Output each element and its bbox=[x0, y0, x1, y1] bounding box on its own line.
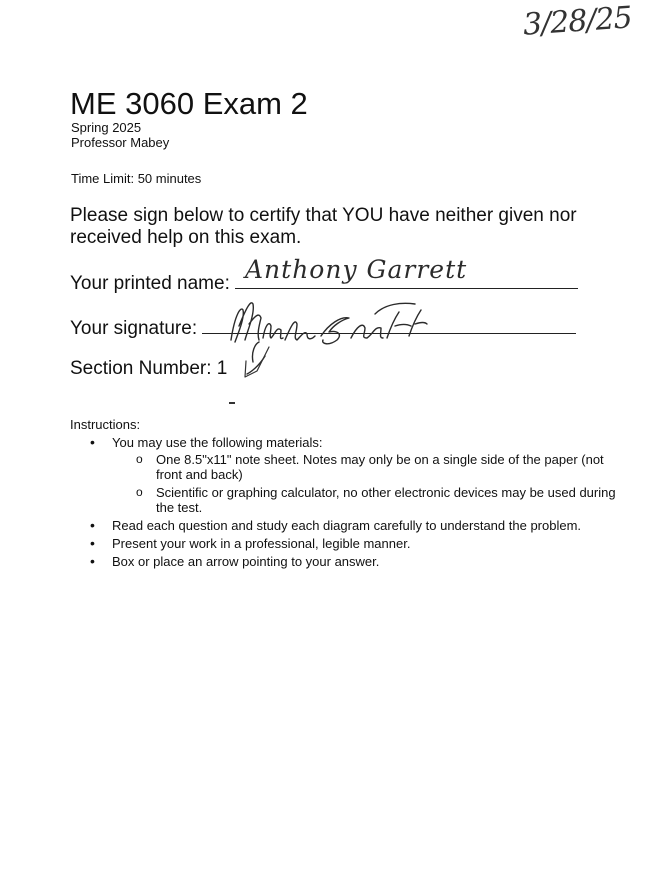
stray-mark bbox=[229, 402, 235, 404]
material-item: o Scientific or graphing calculator, no other electronic devices may be used during the test. bbox=[156, 485, 630, 515]
section-number-field bbox=[70, 358, 227, 380]
instructions-list bbox=[70, 435, 630, 569]
material-item: o One 8.5"x11" note sheet. Notes may only be on a single side of the paper (not front and back) bbox=[156, 452, 630, 482]
instruction-item: • Present your work in a professional, legible manner. bbox=[112, 536, 630, 551]
exam-professor: Professor Mabey bbox=[71, 135, 170, 150]
instruction-item: • Read each question and study each diagram carefully to understand the problem. bbox=[112, 518, 630, 533]
handwritten-date: 3/28/25 bbox=[522, 0, 634, 43]
instruction-materials: You may use the following materials: bbox=[112, 435, 323, 450]
exam-term: Spring 2025 bbox=[71, 120, 142, 135]
instructions-heading: Instructions: bbox=[70, 417, 141, 432]
exam-meta bbox=[71, 120, 169, 150]
handwritten-section-mark bbox=[243, 345, 273, 380]
exam-title: ME 3060 Exam 2 bbox=[70, 86, 308, 121]
printed-name-label: Your printed name: bbox=[70, 273, 230, 294]
time-limit: Time Limit: 50 minutes bbox=[71, 171, 202, 186]
printed-name-handwriting: Anthony Garrett bbox=[245, 255, 468, 284]
signature-label: Your signature: bbox=[70, 318, 198, 339]
instruction-item: • Box or place an arrow pointing to your answer. bbox=[112, 554, 630, 569]
instruction-item bbox=[112, 435, 630, 515]
instructions-section bbox=[70, 417, 630, 572]
section-number-label: Section Number: 1 bbox=[70, 358, 228, 379]
certification-statement: Please sign below to certify that YOU have neither given nor received help on this exam. bbox=[70, 205, 577, 248]
materials-list bbox=[112, 452, 630, 515]
